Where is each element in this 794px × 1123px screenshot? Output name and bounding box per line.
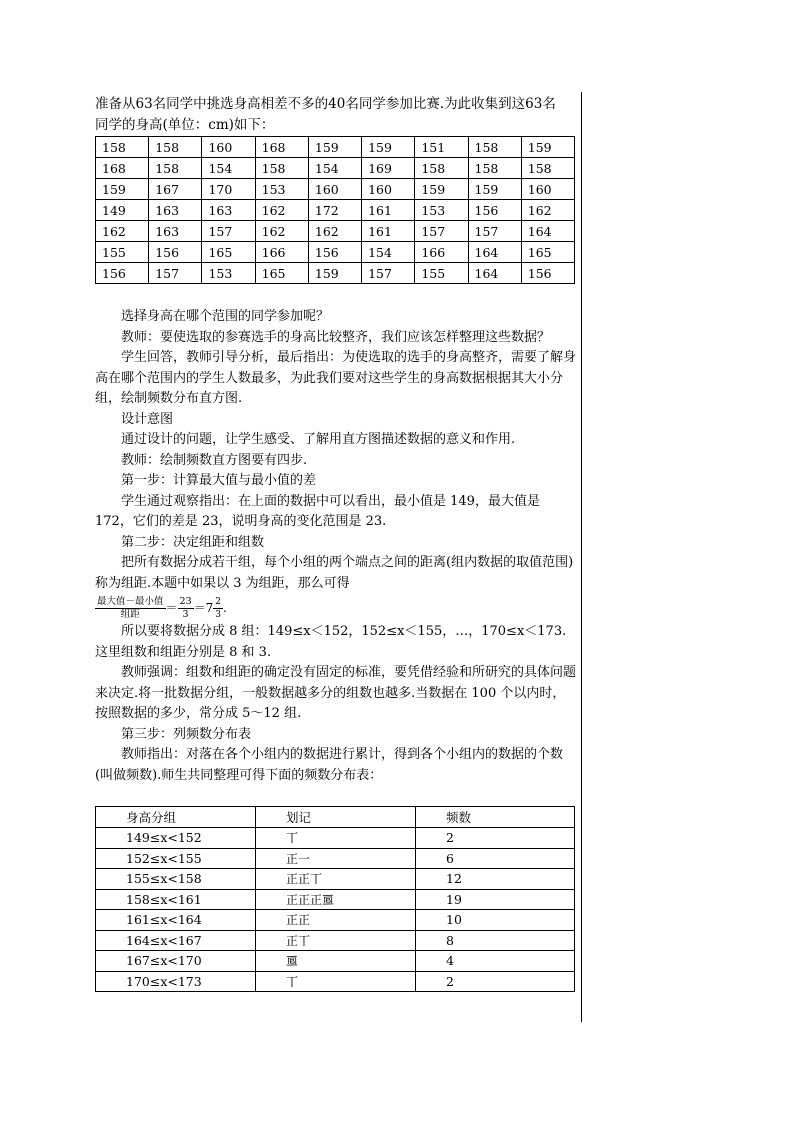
header-height-group: 身高分组 — [96, 807, 256, 828]
paragraph: 设计意图 — [121, 411, 174, 427]
table-cell: 162 — [521, 200, 574, 221]
header-tally: 划记 — [256, 807, 416, 828]
frequency-cell: 2 — [416, 828, 575, 849]
table-row — [96, 971, 575, 992]
paragraph: 教师：要使选取的参赛选手的身高比较整齐，我们应该怎样整理这些数据？ — [121, 329, 551, 345]
table-cell: 159 — [96, 179, 149, 200]
table-row — [96, 242, 575, 263]
paragraph: 教师强调：组数和组距的确定没有固定的标准，要凭借经验和所研究的具体问题来决定.将一批数据分组，一般数据越多分的组数也越多.当数据在 100 个以内时，按照数据的多少，常分成 5～12 组. — [95, 665, 577, 721]
table-cell: 160 — [362, 179, 415, 200]
table-cell: 158 — [521, 158, 574, 179]
table-cell: 158 — [149, 137, 202, 158]
table-cell: 161 — [362, 200, 415, 221]
table-cell: 154 — [202, 158, 255, 179]
height-group-cell: 158≤x<161 — [96, 889, 256, 910]
tally-cell: 𠄢 — [256, 951, 416, 972]
table-cell: 159 — [308, 137, 361, 158]
fraction-23-over-3 — [178, 596, 194, 621]
heights-table — [95, 136, 575, 284]
table-cell: 151 — [415, 137, 468, 158]
table-cell: 157 — [202, 221, 255, 242]
height-group-cell: 164≤x<167 — [96, 930, 256, 951]
frequency-cell: 4 — [416, 951, 575, 972]
table-cell: 172 — [308, 200, 361, 221]
frequency-cell: 10 — [416, 910, 575, 931]
height-group-cell: 155≤x<158 — [96, 869, 256, 890]
height-group-cell: 161≤x<164 — [96, 910, 256, 931]
table-cell: 164 — [468, 242, 521, 263]
paragraph: 第一步：计算最大值与最小值的差 — [121, 473, 317, 488]
table-cell: 165 — [202, 242, 255, 263]
frequency-cell: 12 — [416, 869, 575, 890]
fraction-denominator: 组距 — [120, 608, 140, 620]
frequency-cell: 8 — [416, 930, 575, 951]
fraction-range-over-width — [95, 596, 166, 621]
height-group-cell: 170≤x<173 — [96, 971, 256, 992]
formula — [95, 594, 577, 622]
paragraph: 第二步：决定组距和组数 — [121, 534, 265, 550]
table-cell: 163 — [202, 200, 255, 221]
frequency-cell: 6 — [416, 848, 575, 869]
intro-line-2: 同学的身高(单位：cm)如下： — [95, 117, 275, 133]
table-cell: 158 — [468, 158, 521, 179]
table-row — [96, 910, 575, 931]
table-cell: 165 — [255, 263, 308, 284]
frequency-cell: 19 — [416, 889, 575, 910]
table-cell: 164 — [521, 221, 574, 242]
table-cell: 161 — [362, 221, 415, 242]
table-row — [96, 848, 575, 869]
fraction-numerator: 2 — [215, 596, 221, 607]
tally-cell: 正正 — [256, 910, 416, 931]
tally-cell: 丅 — [256, 828, 416, 849]
table-cell: 160 — [202, 137, 255, 158]
tally-cell: 正一 — [256, 848, 416, 869]
paragraph: 把所有数据分成若干组，每个小组的两个端点之间的距离(组内数据的取值范围)称为组距.本题中如果以 3 为组距，那么可得 — [95, 555, 574, 591]
table-row — [96, 828, 575, 849]
table-cell: 158 — [149, 158, 202, 179]
table-cell: 158 — [96, 137, 149, 158]
table-cell: 157 — [415, 221, 468, 242]
table-cell: 169 — [362, 158, 415, 179]
table-cell: 155 — [415, 263, 468, 284]
table-cell: 157 — [149, 263, 202, 284]
tally-cell: 正正正𠄢 — [256, 889, 416, 910]
equals-sign: ＝ — [165, 600, 178, 615]
fraction-numerator: 最大值－最小值 — [97, 595, 164, 607]
intro-text — [95, 94, 579, 136]
table-cell: 168 — [255, 137, 308, 158]
table-cell: 156 — [308, 242, 361, 263]
fraction-2-over-3 — [213, 596, 223, 621]
table-cell: 157 — [362, 263, 415, 284]
table-cell: 162 — [255, 200, 308, 221]
table-cell: 159 — [521, 137, 574, 158]
table-row — [96, 263, 575, 284]
table-cell: 159 — [308, 263, 361, 284]
table-cell: 156 — [468, 200, 521, 221]
table-cell: 167 — [149, 179, 202, 200]
table-cell: 157 — [468, 221, 521, 242]
table-cell: 156 — [96, 263, 149, 284]
table-cell: 153 — [415, 200, 468, 221]
table-row — [96, 221, 575, 242]
paragraph: 学生回答，教师引导分析，最后指出：为使选取的选手的身高整齐，需要了解身高在哪个范围内的学生人数最多，为此我们要对这些学生的身高数据根据其大小分组，绘制频数分布直方图. — [95, 350, 577, 406]
header-frequency: 频数 — [416, 807, 575, 828]
fraction-denominator: 3 — [215, 609, 221, 620]
frequency-table-header — [96, 807, 575, 828]
paragraph: 教师：绘制频数直方图要有四步. — [121, 452, 308, 468]
table-cell: 159 — [468, 179, 521, 200]
fraction-denominator: 3 — [182, 608, 189, 620]
frequency-table — [95, 806, 575, 992]
table-cell: 164 — [468, 263, 521, 284]
table-row — [96, 179, 575, 200]
table-cell: 162 — [255, 221, 308, 242]
table-cell: 158 — [468, 137, 521, 158]
table-row — [96, 137, 575, 158]
table-cell: 159 — [415, 179, 468, 200]
table-cell: 162 — [96, 221, 149, 242]
table-cell: 153 — [255, 179, 308, 200]
table-cell: 163 — [149, 200, 202, 221]
table-row — [96, 158, 575, 179]
table-cell: 168 — [96, 158, 149, 179]
table-cell: 153 — [202, 263, 255, 284]
tally-cell: 正正丅 — [256, 869, 416, 890]
tally-cell: 丅 — [256, 971, 416, 992]
lesson-body — [95, 307, 577, 786]
table-cell: 162 — [308, 221, 361, 242]
paragraph: 学生通过观察指出：在上面的数据中可以看出，最小值是 149，最大值是 172，它们的差是 23，说明身高的变化范围是 23. — [95, 493, 540, 529]
table-cell: 159 — [362, 137, 415, 158]
table-cell: 156 — [521, 263, 574, 284]
table-cell: 165 — [521, 242, 574, 263]
table-cell: 166 — [415, 242, 468, 263]
table-cell: 160 — [308, 179, 361, 200]
paragraph: 选择身高在哪个范围的同学参加呢？ — [121, 309, 330, 324]
page-right-rule — [581, 92, 582, 1022]
paragraph: 教师指出：对落在各个小组内的数据进行累计，得到各个小组内的数据的个数(叫做频数).师生共同整理可得下面的频数分布表： — [95, 747, 564, 783]
paragraph: 第三步：列频数分布表 — [121, 726, 252, 742]
table-row — [96, 889, 575, 910]
table-row — [96, 930, 575, 951]
table-cell: 155 — [96, 242, 149, 263]
table-row — [96, 869, 575, 890]
height-group-cell: 152≤x<155 — [96, 848, 256, 869]
table-cell: 154 — [308, 158, 361, 179]
paragraph: 所以要将数据分成 8 组：149≤x＜152，152≤x＜155，…，170≤x＜173.这里组数和组距分别是 8 和 3. — [95, 624, 567, 660]
paragraph: 通过设计的问题，让学生感受、了解用直方图描述数据的意义和作用. — [121, 432, 516, 447]
fraction-numerator: 23 — [179, 595, 192, 607]
table-cell: 163 — [149, 221, 202, 242]
table-cell: 154 — [362, 242, 415, 263]
table-cell: 166 — [255, 242, 308, 263]
table-cell: 149 — [96, 200, 149, 221]
intro-line-1: 准备从63名同学中挑选身高相差不多的40名同学参加比赛.为此收集到这63名 — [95, 96, 556, 112]
formula-period: . — [223, 600, 227, 615]
table-cell: 160 — [521, 179, 574, 200]
table-cell: 158 — [255, 158, 308, 179]
table-row — [96, 200, 575, 221]
table-cell: 156 — [149, 242, 202, 263]
tally-cell: 正丅 — [256, 930, 416, 951]
table-cell: 170 — [202, 179, 255, 200]
height-group-cell: 149≤x<152 — [96, 828, 256, 849]
frequency-cell: 2 — [416, 971, 575, 992]
height-group-cell: 167≤x<170 — [96, 951, 256, 972]
table-cell: 158 — [415, 158, 468, 179]
table-row — [96, 951, 575, 972]
equals-whole: ＝7 — [193, 600, 214, 615]
